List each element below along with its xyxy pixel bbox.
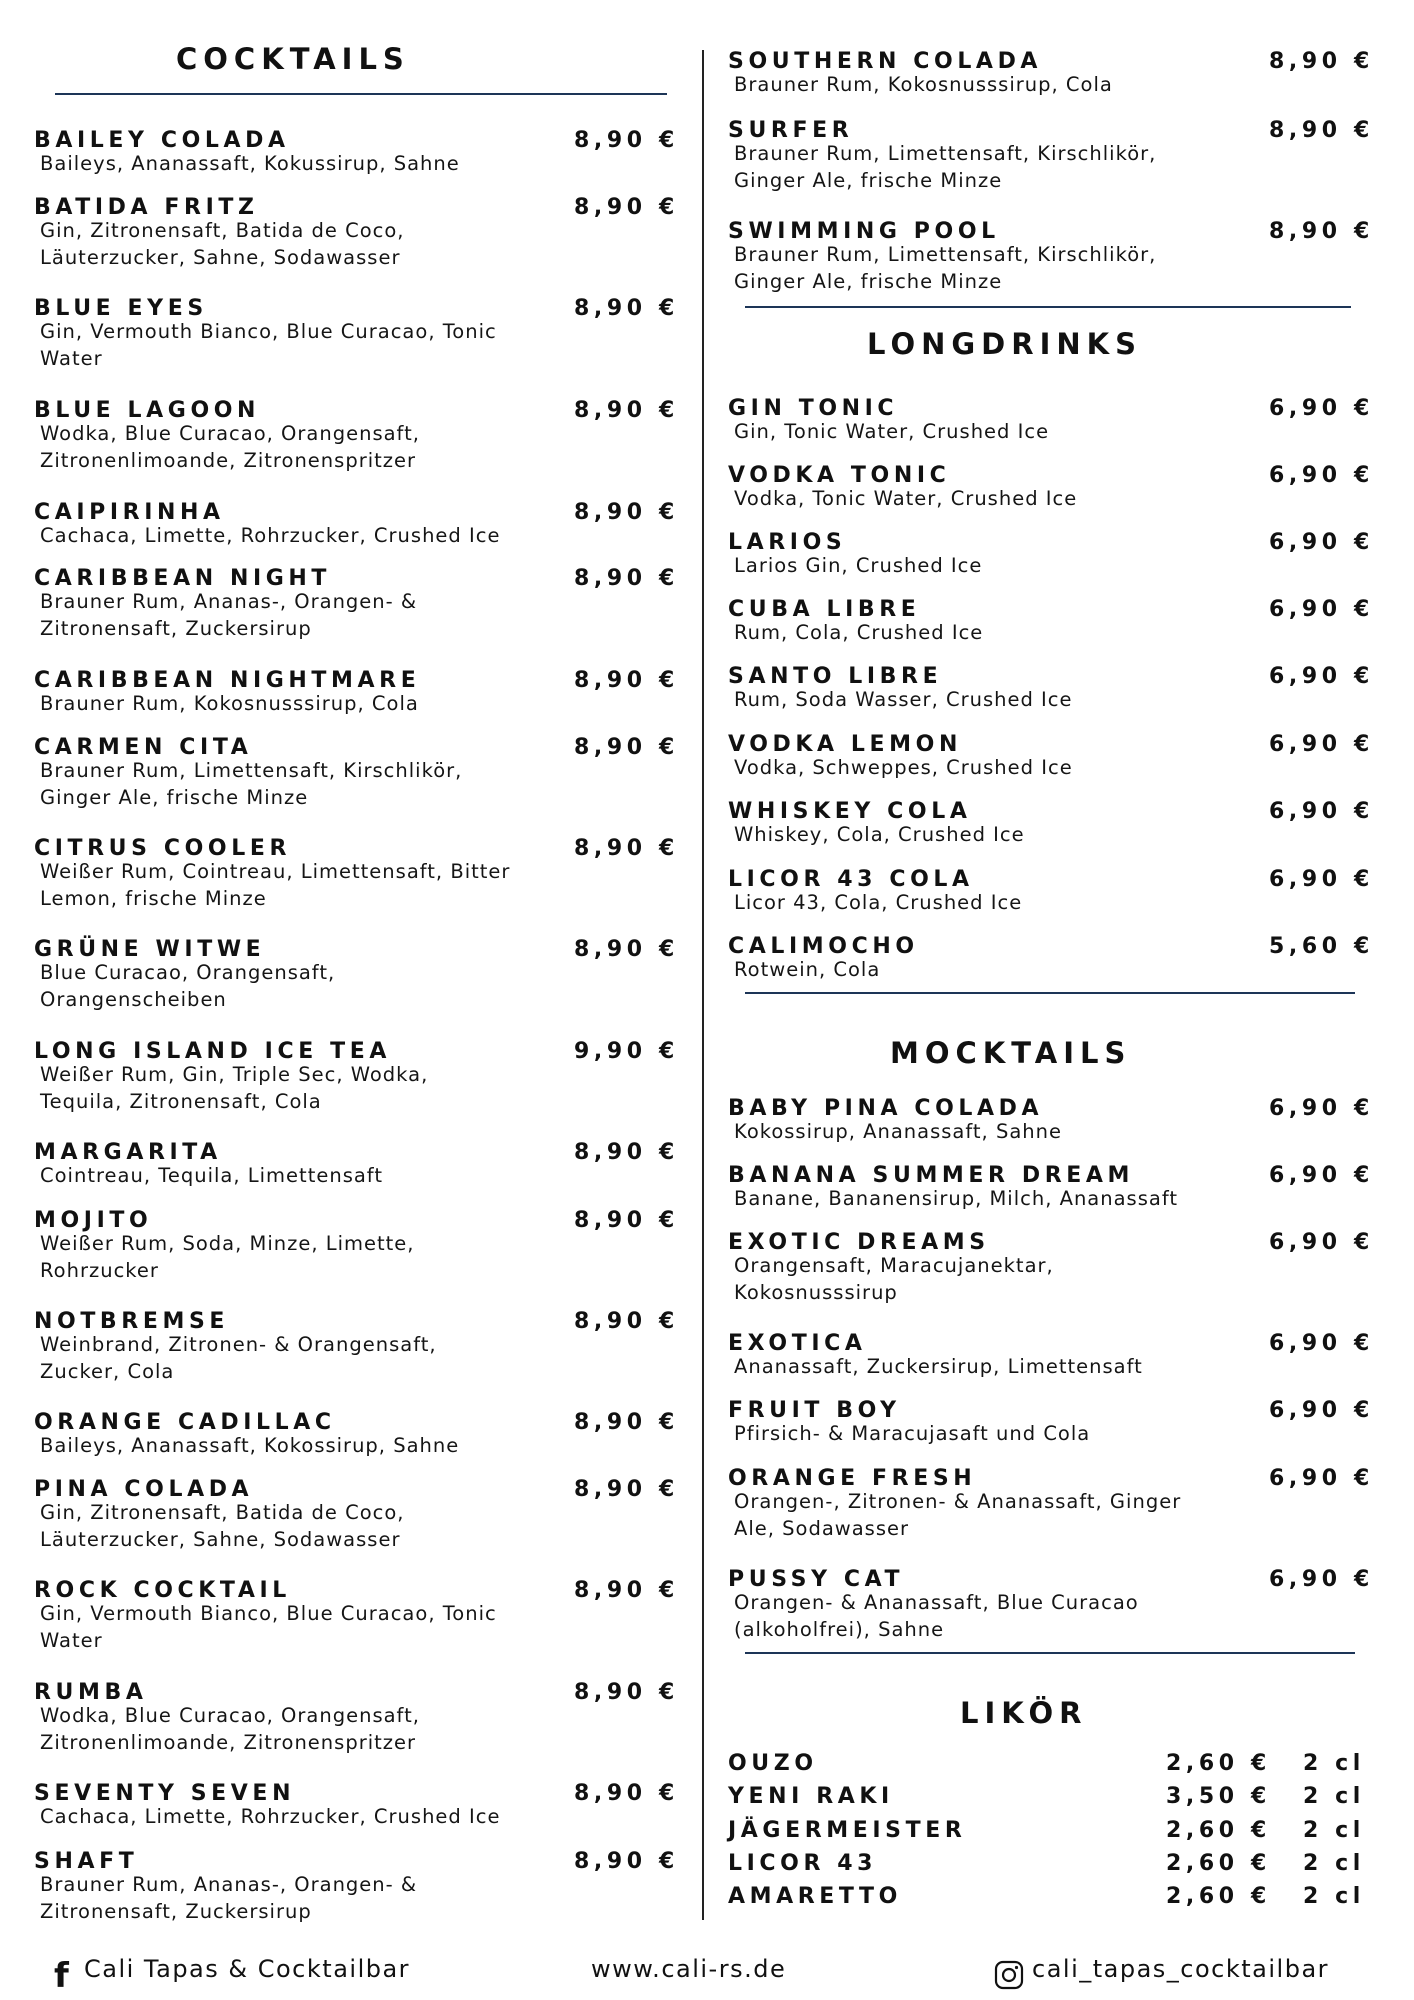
- likoer-name: LICOR 43: [728, 1851, 878, 1876]
- likoer-size: 2 cl: [1303, 1818, 1365, 1843]
- likoer-name: JÄGERMEISTER: [728, 1818, 967, 1843]
- item-description: Brauner Rum, Ananas-, Orangen- &: [40, 1873, 418, 1896]
- item-price: 8,90 €: [574, 1680, 679, 1705]
- item-description: Ginger Ale, frische Minze: [734, 270, 1003, 293]
- item-price: 8,90 €: [1269, 219, 1374, 244]
- item-description: Cachaca, Limette, Rohrzucker, Crushed Ice: [40, 1805, 501, 1828]
- item-name: EXOTICA: [728, 1331, 867, 1356]
- item-description: Rum, Cola, Crushed Ice: [734, 621, 984, 644]
- likoer-name: OUZO: [728, 1751, 818, 1776]
- item-price: 8,90 €: [574, 128, 679, 153]
- likoer-name: AMARETTO: [728, 1884, 902, 1909]
- item-price: 8,90 €: [574, 398, 679, 423]
- column-divider: [702, 50, 704, 1920]
- item-description: Pfirsich- & Maracujasaft und Cola: [734, 1422, 1091, 1445]
- likoer-size: 2 cl: [1303, 1884, 1365, 1909]
- item-price: 8,90 €: [574, 1309, 679, 1334]
- item-description: Vodka, Schweppes, Crushed Ice: [734, 756, 1073, 779]
- item-price: 8,90 €: [574, 1781, 679, 1806]
- item-price: 8,90 €: [574, 566, 679, 591]
- item-description: Licor 43, Cola, Crushed Ice: [734, 891, 1023, 914]
- item-price: 6,90 €: [1269, 1331, 1374, 1356]
- item-name: FRUIT BOY: [728, 1398, 901, 1423]
- item-name: CAIPIRINHA: [34, 500, 225, 525]
- item-name: LICOR 43 COLA: [728, 867, 974, 892]
- likoer-price: 2,60 €: [1166, 1751, 1271, 1776]
- likoer-size: 2 cl: [1303, 1751, 1365, 1776]
- item-price: 6,90 €: [1269, 463, 1374, 488]
- item-price: 8,90 €: [574, 1410, 679, 1435]
- longdrinks-heading: LONGDRINKS: [867, 327, 1142, 361]
- item-name: CALIMOCHO: [728, 934, 919, 959]
- item-description: (alkoholfrei), Sahne: [734, 1618, 945, 1641]
- item-price: 6,90 €: [1269, 1567, 1374, 1592]
- item-name: CARMEN CITA: [34, 735, 253, 760]
- item-description: Gin, Zitronensaft, Batida de Coco,: [40, 219, 405, 242]
- item-price: 6,90 €: [1269, 396, 1374, 421]
- item-description: Ale, Sodawasser: [734, 1517, 910, 1540]
- likoer-price: 2,60 €: [1166, 1851, 1271, 1876]
- item-price: 6,90 €: [1269, 732, 1374, 757]
- item-description: Larios Gin, Crushed Ice: [734, 554, 983, 577]
- item-description: Tequila, Zitronensaft, Cola: [40, 1090, 322, 1113]
- item-description: Orangensaft, Maracujanektar,: [734, 1254, 1054, 1277]
- item-description: Whiskey, Cola, Crushed Ice: [734, 823, 1025, 846]
- item-price: 8,90 €: [574, 836, 679, 861]
- item-description: Brauner Rum, Limettensaft, Kirschlikör,: [734, 142, 1157, 165]
- item-name: NOTBREMSE: [34, 1309, 230, 1334]
- likoer-price: 3,50 €: [1166, 1784, 1271, 1809]
- item-description: Weißer Rum, Gin, Triple Sec, Wodka,: [40, 1063, 429, 1086]
- likoer-heading: LIKÖR: [960, 1696, 1088, 1730]
- likoer-size: 2 cl: [1303, 1851, 1365, 1876]
- item-description: Brauner Rum, Limettensaft, Kirschlikör,: [734, 243, 1157, 266]
- item-description: Gin, Zitronensaft, Batida de Coco,: [40, 1501, 405, 1524]
- item-description: Brauner Rum, Kokosnusssirup, Cola: [734, 73, 1113, 96]
- item-description: Brauner Rum, Limettensaft, Kirschlikör,: [40, 759, 463, 782]
- likoer-price: 2,60 €: [1166, 1884, 1271, 1909]
- item-description: Brauner Rum, Ananas-, Orangen- &: [40, 590, 418, 613]
- item-name: BLUE EYES: [34, 296, 208, 321]
- item-description: Vodka, Tonic Water, Crushed Ice: [734, 487, 1078, 510]
- item-description: Kokosnusssirup: [734, 1281, 898, 1304]
- item-description: Rotwein, Cola: [734, 958, 881, 981]
- item-description: Rohrzucker: [40, 1259, 159, 1282]
- item-description: Gin, Vermouth Bianco, Blue Curacao, Tonic: [40, 320, 497, 343]
- item-price: 8,90 €: [574, 668, 679, 693]
- item-price: 6,90 €: [1269, 530, 1374, 555]
- item-name: SHAFT: [34, 1849, 139, 1874]
- item-name: CITRUS COOLER: [34, 836, 291, 861]
- item-description: Läuterzucker, Sahne, Sodawasser: [40, 1528, 401, 1551]
- item-description: Weißer Rum, Cointreau, Limettensaft, Bitter: [40, 860, 511, 883]
- item-name: CARIBBEAN NIGHT: [34, 566, 332, 591]
- item-description: Blue Curacao, Orangensaft,: [40, 961, 336, 984]
- item-description: Zitronenlimoande, Zitronenspritzer: [40, 449, 417, 472]
- item-price: 9,90 €: [574, 1039, 679, 1064]
- item-price: 8,90 €: [1269, 49, 1374, 74]
- item-description: Wodka, Blue Curacao, Orangensaft,: [40, 422, 420, 445]
- divider-before-mocktails: [745, 992, 1355, 994]
- item-name: SANTO LIBRE: [728, 664, 943, 689]
- item-description: Orangen- & Ananassaft, Blue Curacao: [734, 1591, 1139, 1614]
- divider-before-longdrinks: [745, 306, 1351, 308]
- item-description: Weißer Rum, Soda, Minze, Limette,: [40, 1232, 415, 1255]
- cocktails-underline: [55, 93, 667, 95]
- item-description: Orangenscheiben: [40, 988, 227, 1011]
- item-description: Lemon, frische Minze: [40, 887, 267, 910]
- item-description: Wodka, Blue Curacao, Orangensaft,: [40, 1704, 420, 1727]
- item-price: 6,90 €: [1269, 1398, 1374, 1423]
- item-name: MARGARITA: [34, 1140, 222, 1165]
- item-description: Cachaca, Limette, Rohrzucker, Crushed Ice: [40, 524, 501, 547]
- divider-before-likoer: [745, 1652, 1355, 1654]
- item-name: BLUE LAGOON: [34, 398, 261, 423]
- item-price: 6,90 €: [1269, 799, 1374, 824]
- item-price: 8,90 €: [574, 937, 679, 962]
- item-description: Ananassaft, Zuckersirup, Limettensaft: [734, 1355, 1143, 1378]
- item-name: ORANGE FRESH: [728, 1466, 977, 1491]
- mocktails-heading: MOCKTAILS: [890, 1036, 1132, 1070]
- instagram-icon[interactable]: [994, 1960, 1024, 1990]
- item-price: 8,90 €: [1269, 118, 1374, 143]
- item-name: GRÜNE WITWE: [34, 937, 266, 962]
- item-description: Water: [40, 347, 103, 370]
- item-price: 8,90 €: [574, 1477, 679, 1502]
- item-name: CARIBBEAN NIGHTMARE: [34, 668, 421, 693]
- facebook-icon[interactable]: f: [54, 1956, 69, 1996]
- item-description: Orangen-, Zitronen- & Ananassaft, Ginger: [734, 1490, 1182, 1513]
- item-name: ROCK COCKTAIL: [34, 1578, 291, 1603]
- item-name: ORANGE CADILLAC: [34, 1410, 336, 1435]
- item-name: SEVENTY SEVEN: [34, 1781, 296, 1806]
- item-description: Ginger Ale, frische Minze: [40, 786, 309, 809]
- item-description: Zitronensaft, Zuckersirup: [40, 617, 312, 640]
- item-name: EXOTIC DREAMS: [728, 1230, 990, 1255]
- likoer-name: YENI RAKI: [728, 1784, 894, 1809]
- cocktails-heading: COCKTAILS: [176, 42, 410, 76]
- item-price: 6,90 €: [1269, 1163, 1374, 1188]
- item-description: Baileys, Ananassaft, Kokussirup, Sahne: [40, 152, 460, 175]
- likoer-price: 2,60 €: [1166, 1818, 1271, 1843]
- item-price: 6,90 €: [1269, 597, 1374, 622]
- item-name: BATIDA FRITZ: [34, 195, 259, 220]
- item-description: Cointreau, Tequila, Limettensaft: [40, 1164, 383, 1187]
- item-description: Banane, Bananensirup, Milch, Ananassaft: [734, 1187, 1178, 1210]
- item-description: Water: [40, 1629, 103, 1652]
- item-name: GIN TONIC: [728, 396, 899, 421]
- item-name: VODKA LEMON: [728, 732, 962, 757]
- item-price: 8,90 €: [574, 1140, 679, 1165]
- item-name: LARIOS: [728, 530, 847, 555]
- likoer-size: 2 cl: [1303, 1784, 1365, 1809]
- website-link[interactable]: www.cali-rs.de: [591, 1955, 787, 1983]
- item-price: 6,90 €: [1269, 1230, 1374, 1255]
- item-description: Kokossirup, Ananassaft, Sahne: [734, 1120, 1062, 1143]
- item-price: 8,90 €: [574, 1578, 679, 1603]
- item-name: MOJITO: [34, 1208, 153, 1233]
- item-name: SWIMMING POOL: [728, 219, 1000, 244]
- item-name: CUBA LIBRE: [728, 597, 921, 622]
- item-name: SOUTHERN COLADA: [728, 49, 1043, 74]
- item-description: Rum, Soda Wasser, Crushed Ice: [734, 688, 1073, 711]
- facebook-page-name[interactable]: Cali Tapas & Cocktailbar: [84, 1955, 411, 1983]
- item-description: Gin, Tonic Water, Crushed Ice: [734, 420, 1050, 443]
- item-description: Baileys, Ananassaft, Kokossirup, Sahne: [40, 1434, 460, 1457]
- item-description: Weinbrand, Zitronen- & Orangensaft,: [40, 1333, 437, 1356]
- item-name: BAILEY COLADA: [34, 128, 290, 153]
- item-price: 6,90 €: [1269, 664, 1374, 689]
- item-name: LONG ISLAND ICE TEA: [34, 1039, 391, 1064]
- item-name: RUMBA: [34, 1680, 148, 1705]
- item-name: VODKA TONIC: [728, 463, 951, 488]
- item-description: Läuterzucker, Sahne, Sodawasser: [40, 246, 401, 269]
- item-description: Zucker, Cola: [40, 1360, 175, 1383]
- item-name: BANANA SUMMER DREAM: [728, 1163, 1135, 1188]
- item-description: Brauner Rum, Kokosnusssirup, Cola: [40, 692, 419, 715]
- item-name: PUSSY CAT: [728, 1567, 905, 1592]
- item-price: 8,90 €: [574, 1208, 679, 1233]
- instagram-handle[interactable]: cali_tapas_cocktailbar: [1032, 1955, 1330, 1983]
- item-price: 8,90 €: [574, 500, 679, 525]
- item-name: SURFER: [728, 118, 854, 143]
- item-name: BABY PINA COLADA: [728, 1096, 1044, 1121]
- item-price: 8,90 €: [574, 1849, 679, 1874]
- item-description: Zitronensaft, Zuckersirup: [40, 1900, 312, 1923]
- item-name: PINA COLADA: [34, 1477, 254, 1502]
- item-price: 8,90 €: [574, 735, 679, 760]
- item-price: 6,90 €: [1269, 1466, 1374, 1491]
- item-description: Zitronenlimoande, Zitronenspritzer: [40, 1731, 417, 1754]
- item-price: 5,60 €: [1269, 934, 1374, 959]
- item-price: 6,90 €: [1269, 867, 1374, 892]
- item-price: 8,90 €: [574, 195, 679, 220]
- item-price: 6,90 €: [1269, 1096, 1374, 1121]
- item-description: Gin, Vermouth Bianco, Blue Curacao, Tonic: [40, 1602, 497, 1625]
- item-description: Ginger Ale, frische Minze: [734, 169, 1003, 192]
- item-price: 8,90 €: [574, 296, 679, 321]
- item-name: WHISKEY COLA: [728, 799, 972, 824]
